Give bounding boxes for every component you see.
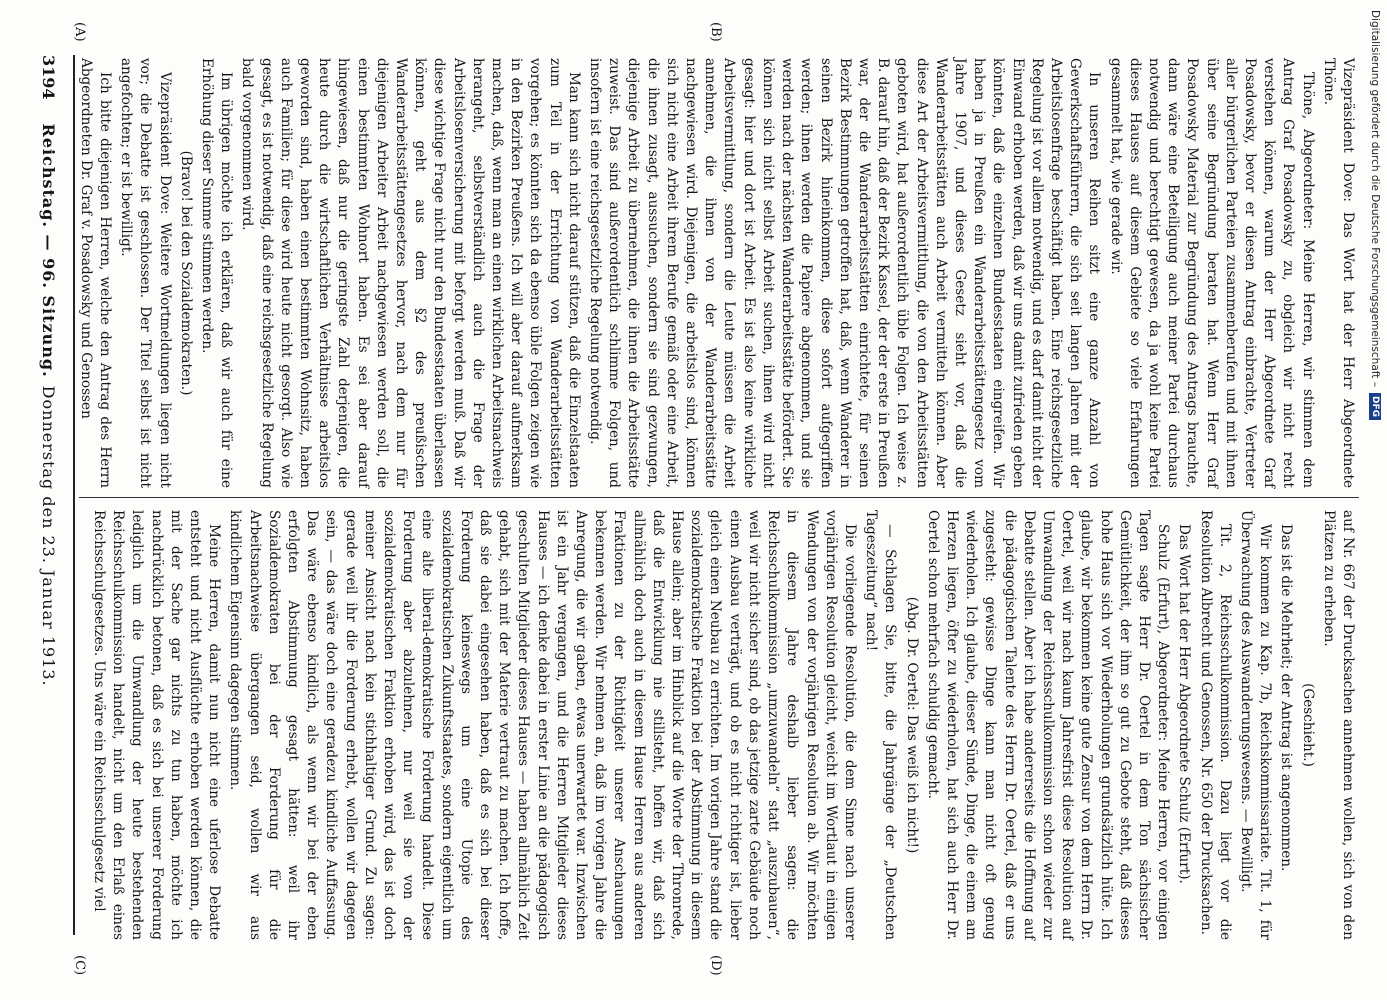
paragraph: Meine Herren, damit nun nicht eine uferlose Debatte entsteht und nicht Ausflüchte erhoben werden können, die mit der Sache gar nichts zu tun haben, möchte ich nachdrücklich betonen, daß es sich bei unserer Forderung lediglich um die Umwandlung der heute bestehenden Reichsschulkommission handelt, nicht um den Erlaß eines Reichsschulgesetzes. Uns wäre ein Reichsschulgesetz viel: [91, 510, 223, 940]
page-number: 3194: [39, 55, 59, 100]
margin-marker-c: (C): [72, 955, 87, 976]
paragraph: Im übrigen möchte ich erklären, daß wir auch für eine Erhöhung dieser Summe stimmen werden.: [199, 58, 235, 488]
paragraph: Die vorliegende Resolution, die dem Sinne nach unserer vorjährigen Resolution gleicht, weicht im Wortlaut in einigen Wendungen von der vorjährigen Resolution ab. Wir möchten in diesem Jahre deshalb lieber sagen: die Reichsschulkommission „umzuwandeln“ statt „auszubauen“, weil wir nicht sicher sind, ob das jetzige zarte Gebäude noch einen Ausbau verträgt, und ob es nicht richtiger ist, lieber gleich einen Neubau zu errichten. Im vorigen Jahre stand die sozialdemokratische Fraktion bei der Abstimmung in diesem Hause allein; aber im Hinblick auf die Worte der Thronrede, daß die Entwicklung nie stillsteht, hoffen wir, daß sich allmählich doch auch in diesem Hause Herren aus anderen Fraktionen zu der Richtigkeit unserer Anschauungen bekennen werden. Wir nehmen an, daß im vorigen Jahre die Anregung, die wir gaben, etwas unerwartet war. Inzwischen ist ein Jahr vergangen, und die Herren Mitglieder dieses Hauses — ich denke dabei in erster Linie an die pädagogisch geschulten Mitglieder dieses Hauses — haben allmählich Zeit gehabt, sich mit der Materie vertraut zu machen. Ich hoffe, daß sie dabei eingesehen haben, daß es sich bei dieser Forderung keineswegs um eine Utopie des sozialdemokratischen Zukunftsstaates, sondern eigentlich um eine alte liberal-demokratische Forderung handelt. Diese Forderung aber abzulehnen, nur weil sie von der sozialdemokratischen Fraktion erhoben wird, das ist doch meiner Ansicht nach kein stichhaltiger Grund. Zu sagen: gerade weil ihr die Forderung erhebt, wollen wir dagegen sein, — das wäre doch eine geradezu kindliche Auffassung. Das wäre ebenso kindlich, als wenn wir bei der eben erfolgten Abstimmung gesagt hätten: weil ihr Sozialdemokraten bei der Forderung für die Arbeitsnachweise übergangen seid, wollen wir aus kindlichem Eigensinn dagegen stimmen.: [227, 510, 858, 940]
margin-marker-a: (A): [72, 22, 87, 42]
paragraph: Wir kommen zu Kap. 7b, Reichskommissariate. Tit. 1, für Überwachung des Auswanderungswesens. — Bewilligt.: [1237, 510, 1274, 940]
paragraph: (Abg. Dr. Oertel: Das weiß ich nicht!): [903, 596, 920, 854]
page-header: [35, 55, 63, 935]
paragraph: (Bravo! bei den Sozialdemokraten.): [177, 150, 194, 396]
paragraph: Vizepräsident Dove: Weitere Wortmeldungen liegen nicht vor; die Debatte ist geschlossen. Der Titel selbst ist nicht angefochten; er ist bewilligt.: [118, 58, 173, 488]
paragraph: Das Wort hat der Herr Abgeordnete Schulz (Erfurt).: [1176, 524, 1193, 884]
margin-marker-d: (D): [708, 955, 723, 976]
paragraph: Vizepräsident Dove: Das Wort hat der Herr Abgeordnete Thöne.: [1320, 58, 1356, 488]
paragraph: Das ist die Mehrheit; der Antrag ist angenommen.: [1278, 524, 1295, 872]
dfg-logo: DFG: [1369, 393, 1381, 420]
paragraph: In unseren Reihen sitzt eine ganze Anzahl von Gewerkschaftsführern, die sich seit langen Jahren mit der Arbeitslosenfrage beschäftigt haben. Eine reichsgesetzliche Regelung ist vor allem notwendig, und es darf damit nicht der Einwand erhoben werden, daß wir uns damit zufrieden geben könnten, daß die einzelnen Bundesstaaten eingreifen. Wir haben ja in Preußen ein Wanderarbeitsstättengesetz vom Jahre 1907, und dieses Gesetz sieht vor, daß die Wanderarbeitsstätten auch Arbeit vermitteln können. Aber diese Art der Arbeitsvermittlung, die von den Arbeitsstätten geboten wird, hat außerordentlich üble Folgen. Ich weise z. B. darauf hin, daß der Bezirk Kassel, der der erste in Preußen war, der die Wanderarbeitsstätten einrichtete, für seinen Bezirk Bestimmungen getroffen hat, daß, wenn Wanderer in seinen Bezirk hineinkommen, diese sofort aufgegriffen werden; ihnen werden die Papiere abgenommen, und sie werden nach der nächsten Wanderarbeitsstätte befördert. Sie können sich nicht selbst Arbeit suchen, ihnen wird nicht gesagt: hier und dort ist Arbeit. Es ist also keine wirkliche Arbeitsvermittlung, sondern die Leute müssen die Arbeit annehmen, die ihnen von der Wanderarbeitsstätte nachgewiesen wird. Diejenigen, die arbeitslos sind, können sich nicht eine Arbeit ihrem Berufe gemäß oder eine Arbeit, die ihnen zusagt, aussuchen, sondern sie sind gezwungen, diejenige Arbeit zu übernehmen, die ihnen die Arbeitsstätte zuweist. Das sind außerordentlich schlimme Folgen, und insofern ist eine reichsgesetzliche Regelung notwendig.: [587, 58, 1103, 488]
session-date: Donnerstag den 23. Januar 1913.: [39, 385, 59, 687]
paragraph: — Schlagen Sie, bitte, die Jahrgänge der „Deutschen Tageszeitung“ nach!: [863, 510, 899, 940]
margin-marker-b: (B): [708, 22, 723, 42]
digitization-credit: [1367, 10, 1387, 1000]
paragraph: auf Nr. 667 der Drucksachen annehmen wollen, sich von den Plätzen zu erheben.: [1320, 510, 1356, 940]
paragraph: Schulz (Erfurt), Abgeordneter: Meine Herren, vor einigen Tagen sagte Herr Dr. Oertel in dem Ton sächsischer Gemütlichkeit, der ihm so gut zu Gebote steht, daß dieses hohe Haus sich vor Wiederholungen grundsätzlich hüte. Ich glaube, wir bekommen keine gute Zensur von dem Herrn Dr. Oertel, weil wir nach kaum Jahresfrist diese Resolution auf Umwandlung der Reichsschulkommission schon wieder zur Debatte stellen. Aber ich habe andererseits die Hoffnung auf die pädagogischen Talente des Herrn Dr. Oertel, daß er uns zugesteht: gewisse Dinge kann man nicht oft genug wiederholen. Ich glaube, dieser Sünde, Dinge, die einem am Herzen liegen, öfter zu wiederholen, hat sich auch Herr Dr. Oertel schon mehrfach schuldig gemacht.: [924, 510, 1172, 940]
right-column: [81, 510, 1357, 940]
paragraph: Ich bitte diejenigen Herren, welche den Antrag des Herrn Abgeordneten Dr. Graf v. Posadowsky und Genossen: [77, 58, 113, 488]
paragraph: Man kann sich nicht darauf stützen, daß die Einzelstaaten zum Teil in der Errichtung von Wanderarbeitsstätten vorgehen; es könnten sich da ebenso üble Folgen zeigen wie in den Bezirken Preußens. Ich will aber darauf aufmerksam machen, daß, wenn man an einen wirklichen Arbeitsnachweis herangeht, selbstverständlich auch die Frage der Arbeitslosenversicherung mit beforgt werden muß. Daß wir diese wichtige Frage nicht nur den Bundesstaaten überlassen können, geht aus dem §2 des preußischen Wanderarbeitsstättengesetzes hervor, nach dem nur für diejenigen Arbeiter Arbeit nachgewiesen werden soll, die einen bestimmten Wohnort haben. Es sei aber darauf hingewiesen, daß nur die geringste Zahl derjenigen, die heute durch die wirtschaftlichen Verhältnisse arbeitslos geworden sind, haben einen bestimmten Wohnsitz, haben auch Familien; für diese wird heute nicht gesorgt. Also wie gesagt, es ist notwendig, daß eine reichsgesetzliche Regelung bald vorgenommen wird.: [239, 58, 582, 488]
column-divider: [79, 497, 1359, 498]
paragraph: (Geschieht.): [1299, 683, 1316, 767]
credit-text: Digitalisierung gefördert durch die Deutsche Forschungsgemeinschaft –: [1369, 10, 1381, 387]
left-column: [77, 58, 1357, 488]
paragraph: Thöne, Abgeordneter: Meine Herren, wir stimmen dem Antrag Graf Posadowsky zu, obgleich wir nicht recht verstehen können, warum der Herr Abgeordnete Graf Posadowsky, bevor er diesen Antrag einbrachte, Vertreter aller bürgerlichen Parteien zusammenberufen und mit ihnen über seine Begründung beraten hat. Wenn Herr Graf Posadowsky Material zur Begründung des Antrags brauchte, dann wäre eine Beteiligung auch meiner Partei durchaus notwendig und berechtigt gewesen, da ja wohl keine Partei dieses Hauses auf diesem Gebiete so viele Erfahrungen gesammelt hat, wie gerade wir.: [1107, 58, 1316, 488]
paragraph: Tit. 2, Reichsschulkommission. Dazu liegt vor die Resolution Albrecht und Genossen, Nr. 650 der Drucksachen.: [1197, 510, 1233, 940]
running-title: Reichstag. — 96. Sitzung.: [39, 123, 59, 378]
